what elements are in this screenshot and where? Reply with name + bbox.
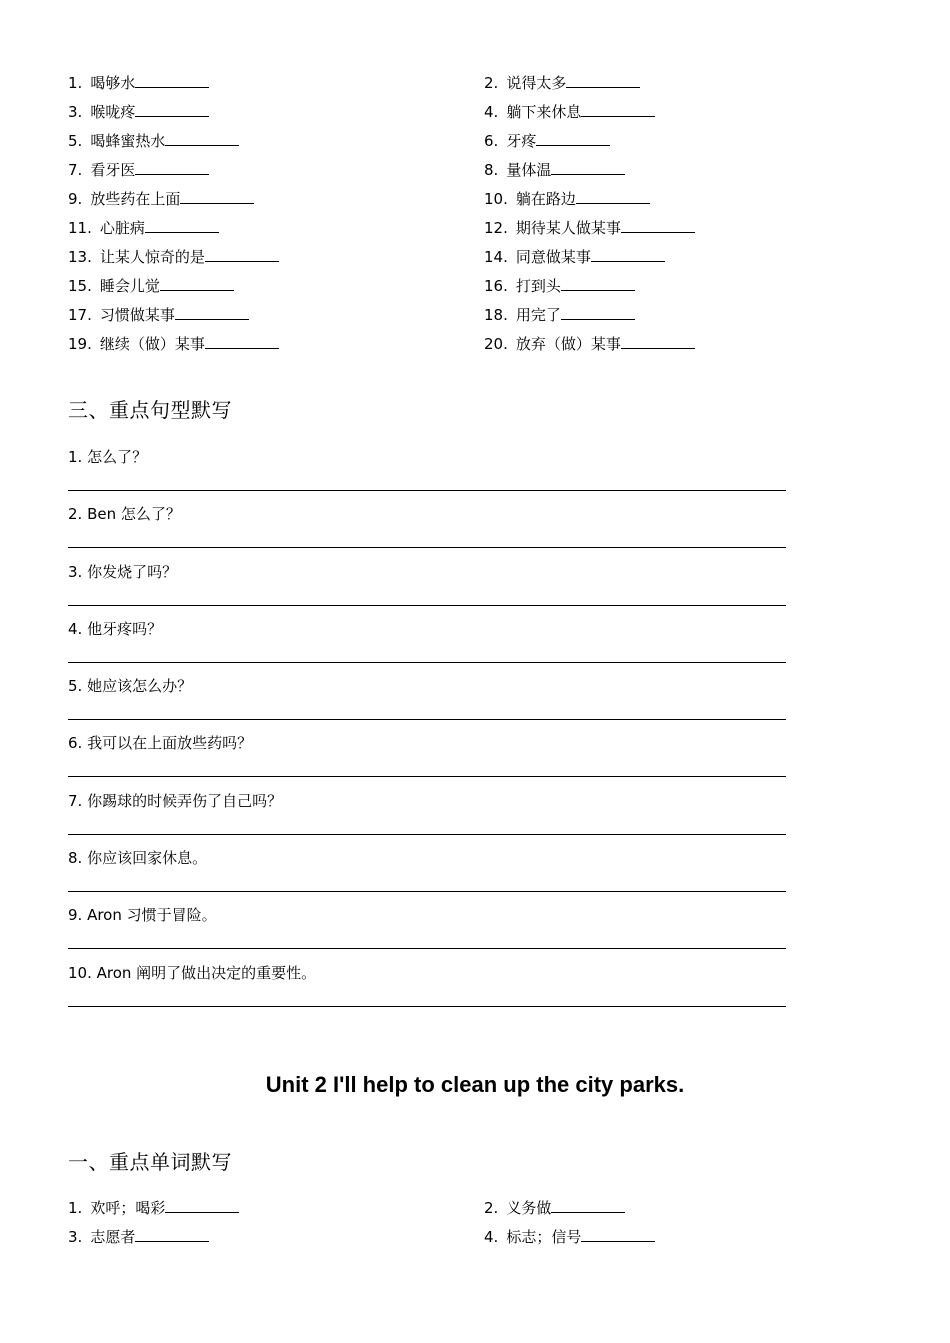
fill-in-item	[68, 130, 484, 151]
item-number: 12.	[484, 219, 508, 237]
item-prompt: 躺下来休息	[506, 103, 582, 121]
item-row	[68, 271, 808, 300]
item-row	[68, 68, 808, 97]
fill-in-item	[484, 1226, 808, 1247]
sentence-item	[68, 561, 788, 618]
item-prompt: 用完了	[515, 306, 561, 324]
item-number: 10.	[484, 190, 508, 208]
sentence-item	[68, 503, 788, 560]
answer-line[interactable]	[68, 776, 786, 777]
item-number: 8.	[484, 161, 499, 179]
item-number: 9.	[68, 190, 83, 208]
item-prompt: 同意做某事	[515, 248, 591, 266]
answer-blank[interactable]	[621, 218, 695, 233]
answer-blank[interactable]	[135, 102, 209, 117]
fill-in-item	[68, 72, 484, 93]
unit-2-section-1-title: 一、重点单词默写	[68, 1150, 232, 1174]
item-number: 20.	[484, 335, 508, 353]
fill-in-item	[484, 130, 808, 151]
answer-blank[interactable]	[205, 334, 279, 349]
item-prompt: 量体温	[506, 161, 552, 179]
sentence-item	[68, 962, 788, 1019]
item-prompt: 欢呼；喝彩	[90, 1199, 166, 1217]
sentence-item	[68, 847, 788, 904]
sentence-list	[68, 446, 788, 1019]
item-number: 13.	[68, 248, 92, 266]
sentence-prompt: 8. 你应该回家休息。	[68, 849, 208, 868]
item-row	[68, 300, 808, 329]
answer-blank[interactable]	[551, 160, 625, 175]
item-number: 4.	[484, 1228, 499, 1246]
answer-blank[interactable]	[135, 160, 209, 175]
answer-blank[interactable]	[145, 218, 219, 233]
answer-blank[interactable]	[566, 73, 640, 88]
answer-line[interactable]	[68, 891, 786, 892]
answer-blank[interactable]	[581, 1227, 655, 1242]
fill-in-item	[484, 333, 808, 354]
fill-in-item	[68, 1197, 484, 1218]
item-prompt: 期待某人做某事	[515, 219, 621, 237]
item-prompt: 让某人惊奇的是	[99, 248, 205, 266]
answer-line[interactable]	[68, 490, 786, 491]
item-number: 18.	[484, 306, 508, 324]
answer-blank[interactable]	[175, 305, 249, 320]
item-row	[68, 1222, 808, 1251]
answer-blank[interactable]	[551, 1198, 625, 1213]
item-prompt: 躺在路边	[515, 190, 576, 208]
item-prompt: 习惯做某事	[99, 306, 175, 324]
answer-line[interactable]	[68, 662, 786, 663]
fill-in-item	[68, 275, 484, 296]
item-number: 6.	[484, 132, 499, 150]
item-prompt: 睡会儿觉	[99, 277, 160, 295]
answer-blank[interactable]	[591, 247, 665, 262]
item-row	[68, 242, 808, 271]
item-row	[68, 155, 808, 184]
sentence-item	[68, 618, 788, 675]
answer-blank[interactable]	[536, 131, 610, 146]
sentence-item	[68, 675, 788, 732]
answer-line[interactable]	[68, 834, 786, 835]
item-number: 14.	[484, 248, 508, 266]
fill-in-item	[68, 246, 484, 267]
sentence-item	[68, 732, 788, 789]
answer-blank[interactable]	[160, 276, 234, 291]
answer-blank[interactable]	[135, 1227, 209, 1242]
answer-line[interactable]	[68, 547, 786, 548]
item-row	[68, 213, 808, 242]
item-number: 3.	[68, 103, 83, 121]
answer-line[interactable]	[68, 605, 786, 606]
sentence-item	[68, 446, 788, 503]
answer-blank[interactable]	[165, 131, 239, 146]
item-prompt: 放弃（做）某事	[515, 335, 621, 353]
sentence-prompt: 10. Aron 阐明了做出决定的重要性。	[68, 963, 317, 982]
item-row	[68, 184, 808, 213]
item-number: 16.	[484, 277, 508, 295]
fill-in-item	[484, 246, 808, 267]
item-number: 3.	[68, 1228, 83, 1246]
sentence-prompt: 3. 你发烧了吗？	[68, 562, 178, 581]
answer-line[interactable]	[68, 948, 786, 949]
item-prompt: 喉咙疼	[90, 103, 136, 121]
item-number: 1.	[68, 74, 83, 92]
sentence-prompt: 2. Ben 怎么了？	[68, 505, 181, 524]
sentence-item	[68, 790, 788, 847]
sentence-prompt: 7. 你踢球的时候弄伤了自己吗？	[68, 791, 283, 810]
item-prompt: 继续（做）某事	[99, 335, 205, 353]
fill-in-item	[484, 275, 808, 296]
unit-2-title: Unit 2 I'll help to clean up the city parks.	[265, 1072, 685, 1097]
item-number: 1.	[68, 1199, 83, 1217]
item-number: 2.	[484, 74, 499, 92]
fill-in-item	[484, 101, 808, 122]
item-row	[68, 126, 808, 155]
item-prompt: 志愿者	[90, 1228, 136, 1246]
item-prompt: 放些药在上面	[90, 190, 181, 208]
item-prompt: 义务做	[506, 1199, 552, 1217]
sentence-prompt: 1. 怎么了？	[68, 448, 148, 466]
fill-in-item	[484, 159, 808, 180]
section-3-title: 三、重点句型默写	[68, 398, 232, 422]
item-prompt: 打到头	[515, 277, 561, 295]
item-prompt: 喝够水	[90, 74, 136, 92]
fill-in-item	[68, 304, 484, 325]
answer-blank[interactable]	[561, 305, 635, 320]
item-prompt: 说得太多	[506, 74, 567, 92]
fill-in-item	[484, 304, 808, 325]
answer-blank[interactable]	[621, 334, 695, 349]
fill-in-item	[68, 217, 484, 238]
item-number: 17.	[68, 306, 92, 324]
item-row	[68, 329, 808, 358]
fill-in-item	[68, 1226, 484, 1247]
item-number: 5.	[68, 132, 83, 150]
item-prompt: 喝蜂蜜热水	[90, 132, 166, 150]
answer-blank[interactable]	[165, 1198, 239, 1213]
fill-in-item	[484, 1197, 808, 1218]
sentence-prompt: 4. 他牙疼吗？	[68, 619, 163, 638]
item-row	[68, 97, 808, 126]
item-row	[68, 1193, 808, 1222]
item-prompt: 心脏病	[99, 219, 145, 237]
item-prompt: 牙疼	[506, 132, 537, 150]
answer-blank[interactable]	[576, 189, 650, 204]
item-number: 15.	[68, 277, 92, 295]
item-prompt: 看牙医	[90, 161, 136, 179]
item-prompt: 标志；信号	[506, 1228, 582, 1246]
item-number: 19.	[68, 335, 92, 353]
sentence-item	[68, 904, 788, 961]
item-number: 11.	[68, 219, 92, 237]
answer-line[interactable]	[68, 1006, 786, 1007]
fill-in-item	[484, 217, 808, 238]
answer-blank[interactable]	[205, 247, 279, 262]
item-number: 2.	[484, 1199, 499, 1217]
answer-blank[interactable]	[561, 276, 635, 291]
fill-in-item	[68, 188, 484, 209]
fill-in-item	[68, 333, 484, 354]
item-number: 7.	[68, 161, 83, 179]
sentence-prompt: 9. Aron 习惯于冒险。	[68, 906, 217, 925]
answer-blank[interactable]	[180, 189, 254, 204]
fill-in-item	[68, 101, 484, 122]
answer-blank[interactable]	[135, 73, 209, 88]
fill-in-item	[484, 72, 808, 93]
phrase-grid	[68, 68, 808, 358]
answer-line[interactable]	[68, 719, 786, 720]
fill-in-item	[484, 188, 808, 209]
sentence-prompt: 6. 我可以在上面放些药吗？	[68, 734, 253, 753]
sentence-prompt: 5. 她应该怎么办？	[68, 677, 193, 696]
word-grid	[68, 1193, 808, 1251]
answer-blank[interactable]	[581, 102, 655, 117]
fill-in-item	[68, 159, 484, 180]
item-number: 4.	[484, 103, 499, 121]
